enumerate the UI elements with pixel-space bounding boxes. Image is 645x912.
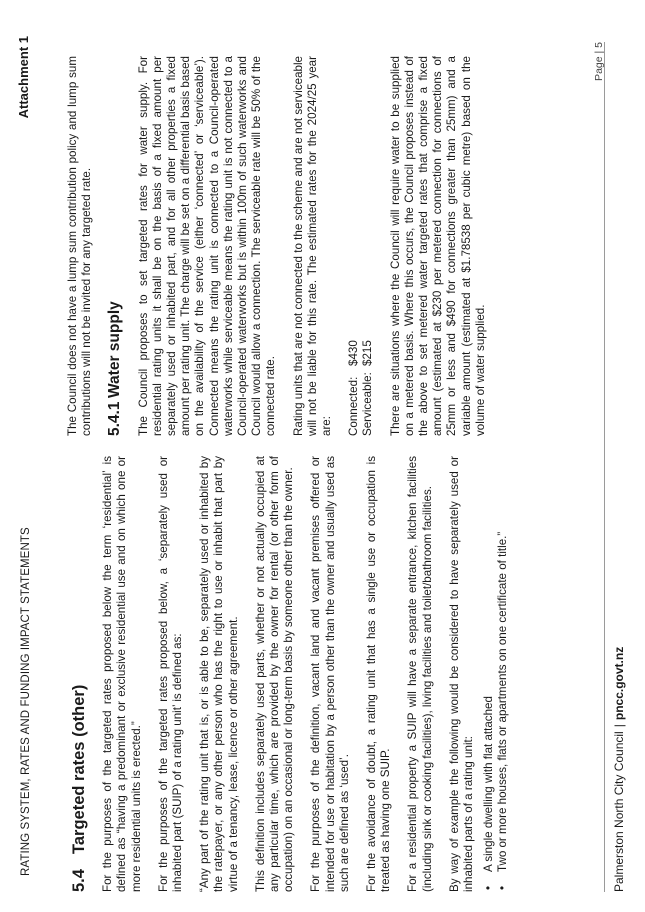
subsection-number: 5.4.1 [106,401,124,436]
left-column [66,456,511,892]
paragraph: For the purposes of the targeted rates proposed below, a ‘separately used or inhabited part (SUIP) of a rating unit’ is defined as: [156,456,185,892]
paragraph: By way of example the following would be considered to have separately used or inhabited parts of a rating unit: [447,456,476,892]
page-header [14,36,42,876]
paragraph: The Council does not have a lump sum contribution policy and lump sum contributions will not be invited for any targeted rate. [66,56,94,436]
rate-value: $430 [347,340,361,366]
rate-value: $215 [361,340,375,366]
section-title: Targeted rates (other) [70,684,88,854]
rate-label: Connected: [347,376,361,436]
section-number: 5.4 [70,869,88,892]
paragraph: For the purposes of the definition, vacant land and vacant premises offered or intended for use or habitation by a person other than the owner and usually used as such are defined as ‘used’. [309,456,351,892]
list-item: • A single dwelling with flat attached [482,456,496,892]
paragraph: For the avoidance of doubt, a rating unit that has a single use or occupation is treated as having one SUIP. [365,456,393,892]
paragraph: For the purposes of the targeted rates proposed below the term ‘residential’ is defined as “having a predominant or exclusive residential use and on which one or more residential units is erected.” [101,456,143,892]
list-item: • Two or more houses, flats or apartments on one certificate of title.” [496,456,510,892]
page-number: Page | 5 [593,42,605,81]
example-list [482,456,510,892]
website-link[interactable]: pncc.govt.nz [612,646,626,721]
rate-label: Serviceable: [361,372,375,436]
rates-table [347,56,375,436]
right-column [66,56,501,436]
paragraph: There are situations where the Council will require water to be supplied on a metered basis. Where this occurs, the Council proposes instead of the above to set metered water targeted rates that comprise a fixed amount (estimated at $230 per metered connection for connections of 25mm or less and $490 for connections greater than 25mm) and a variable amount (estimated at $1.78538 per cubic metre) based on the volume of water supplied. [388,56,487,436]
paragraph: For a residential property a SUIP will have a separate entrance, kitchen facilities (including sink or cooking facilities), living facilities and toilet/bathroom facilities. [406,456,434,892]
rate-row [347,56,361,436]
paragraph: Rating units that are not connected to the scheme and are not serviceable will not be liable for this rate. The estimated rates for the 2024/25 year are: [291,56,334,436]
organization-name: Palmerston North City Council [612,731,626,892]
footer-branding [612,647,626,892]
rate-row [361,56,375,436]
header-section-title: RATING SYSTEM, RATES AND FUNDING IMPACT STATEMENTS [20,527,32,876]
subsection-title: Water supply [106,301,124,398]
subsection-heading [108,56,122,436]
paragraph: “Any part of the rating unit that is, or is able to be, separately used or inhabited by the ratepayer, or any other person who has the right to use or inhabit that part by virtue of a tenancy, lease, licence or other agreement. [198,456,240,892]
paragraph: The Council proposes to set targeted rates for water supply. For residential rating units it shall be on the basis of a fixed amount per separately used or inhabited part, and for all other properties a fixed amount per rating unit. The charge will be set on a differential basis based on the availability of the service (either ‘connected’ or ‘serviceable’). Connected means the rating unit is connected to a Council-operated waterworks while serviceable means the rating unit is not connected to a Council-operated waterworks but is within 100m of such waterworks and Council would allow a connection. The serviceable rate will be 50% of the connected rate. [136,56,278,436]
section-heading [72,456,86,892]
page-footer [593,42,631,892]
paragraph: This definition includes separately used parts, whether or not actually occupied at any particular time, which are provided by the owner for rental (or other form of occupation) on an occasional or long-term basis by someone other than the owner. [253,456,296,892]
attachment-label: Attachment 1 [16,36,31,119]
footer-separator: | [612,724,626,728]
